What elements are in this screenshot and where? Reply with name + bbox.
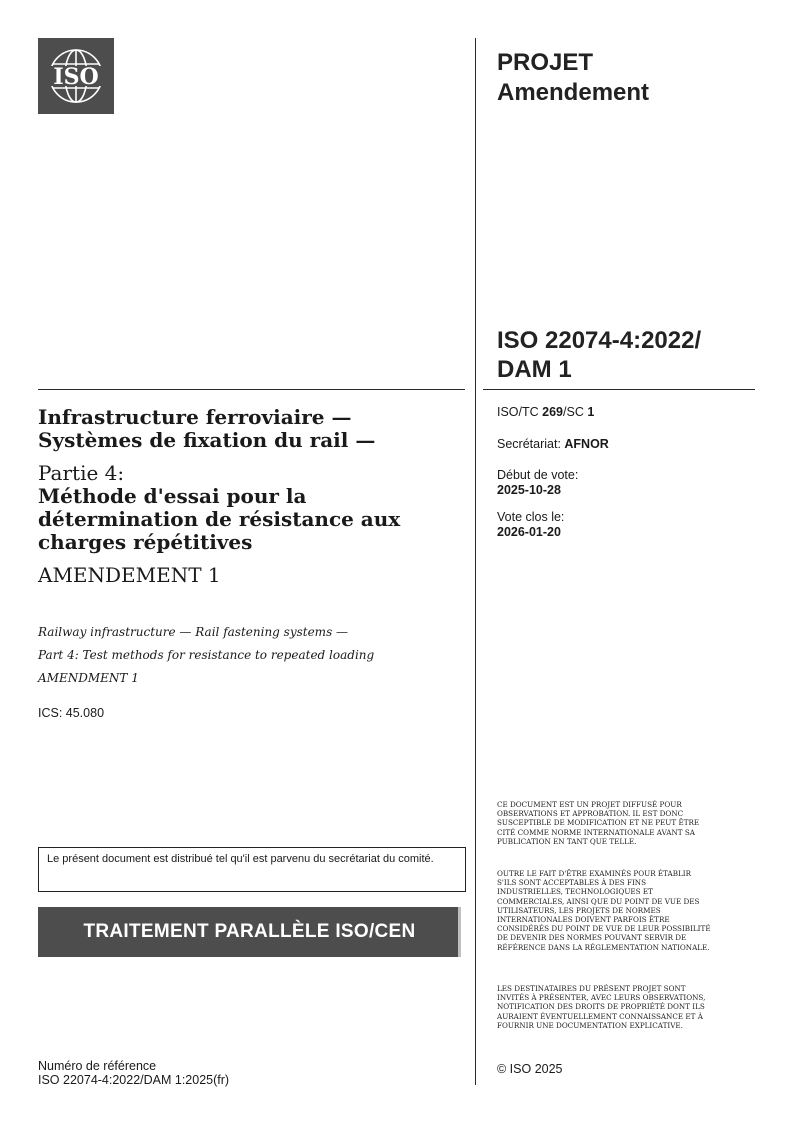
part-title: Méthode d'essai pour la détermination de résistance aux charges répétitives [38,484,401,554]
globe-icon [38,38,114,114]
parallel-processing-text: TRAITEMENT PARALLÈLE ISO/CEN [83,921,416,942]
secretariat-value: AFNOR [564,437,609,451]
sc-prefix: /SC [563,405,588,419]
vote-end [497,510,757,540]
disclaimer-paragraph-3: LES DESTINATAIRES DU PRÉSENT PROJET SONT INVITÉS À PRÉSENTER, AVEC LEURS OBSERVATIONS, NOTIFICATION DES DROITS DE PROPRIÉTÉ DONT ILS AURAIENT ÉVENTUELLEMENT CONNAISSANCE ET À FOURNIR UNE DOCUMENTATION EXPLICATIVE. [497,984,706,1030]
title-line1: Infrastructure ferroviaire — [38,405,352,429]
secretariat-label: Secrétariat: [497,437,565,451]
standard-number-line2: DAM 1 [497,356,572,383]
column-divider [475,38,476,1085]
vote-start-date: 2025-10-28 [497,483,561,497]
standard-number-line1: ISO 22074-4:2022/ [497,327,702,354]
ics-code: ICS: 45.080 [38,706,105,720]
standard-number [497,326,777,384]
doc-type-line2: Amendement [497,79,650,106]
title-french [38,406,458,587]
title-english-line2: Part 4: Test methods for resistance to repeated loading [38,648,375,662]
iso-logo [38,38,114,114]
doc-type-line1: PROJET [497,49,594,76]
disclaimer-paragraph-2: OUTRE LE FAIT D'ÊTRE EXAMINÉS POUR ÉTABLIR S'ILS SONT ACCEPTABLES À DES FINS INDUSTRIELLES, TECHNOLOGIQUES ET COMMERCIALES, AINSI QUE DU POINT DE VUE DES UTILISATEURS, LES PROJETS DE NORMES INTERNATIONALES DOIVENT PARFOIS ÊTRE CONSIDÉRÉS DU POINT DE VUE DE LEUR POSSIBILITÉ DE DEVENIR DES NORMES POUVANT SERVIR DE RÉFÉRENCE DANS LA RÉGLEMENTATION NATIONALE. [497,869,711,952]
amendment-label: AMENDEMENT 1 [38,563,221,587]
vote-start [497,468,757,498]
logo-text: ISO [53,64,99,90]
sc-number: 1 [587,405,595,419]
horizontal-rule-right [483,389,755,390]
copyright: © ISO 2025 [497,1062,563,1076]
tc-prefix: ISO/TC [497,405,543,419]
disclaimer-paragraph-1: CE DOCUMENT EST UN PROJET DIFFUSÉ POUR OBSERVATIONS ET APPROBATION. IL EST DONC SUSCEPTIBLE DE MODIFICATION ET NE PEUT ÊTRE CITÉ COMME NORME INTERNATIONALE AVANT SA PUBLICATION EN TANT QUE TELLE. [497,800,700,846]
vote-end-label: Vote clos le: [497,510,565,524]
horizontal-rule-left [38,389,465,390]
tc-number: 269 [542,405,564,419]
title-english-line1: Railway infrastructure — Rail fastening systems — [38,625,349,639]
banner-edge [458,907,461,957]
vote-end-date: 2026-01-20 [497,525,561,539]
document-type [497,48,767,108]
secretariat [497,437,757,452]
title-line2: Systèmes de fixation du rail — [38,428,376,452]
title-english-line3: AMENDMENT 1 [38,671,139,685]
part-label: Partie 4: [38,461,125,485]
reference-label: Numéro de référence [38,1059,157,1073]
parallel-processing-banner [38,907,461,957]
distribution-notice: Le présent document est distribué tel qu'il est parvenu du secrétariat du comité. [38,847,466,892]
reference-number: ISO 22074-4:2022/DAM 1:2025(fr) [38,1073,230,1087]
vote-start-label: Début de vote: [497,468,579,482]
technical-committee [497,405,757,420]
